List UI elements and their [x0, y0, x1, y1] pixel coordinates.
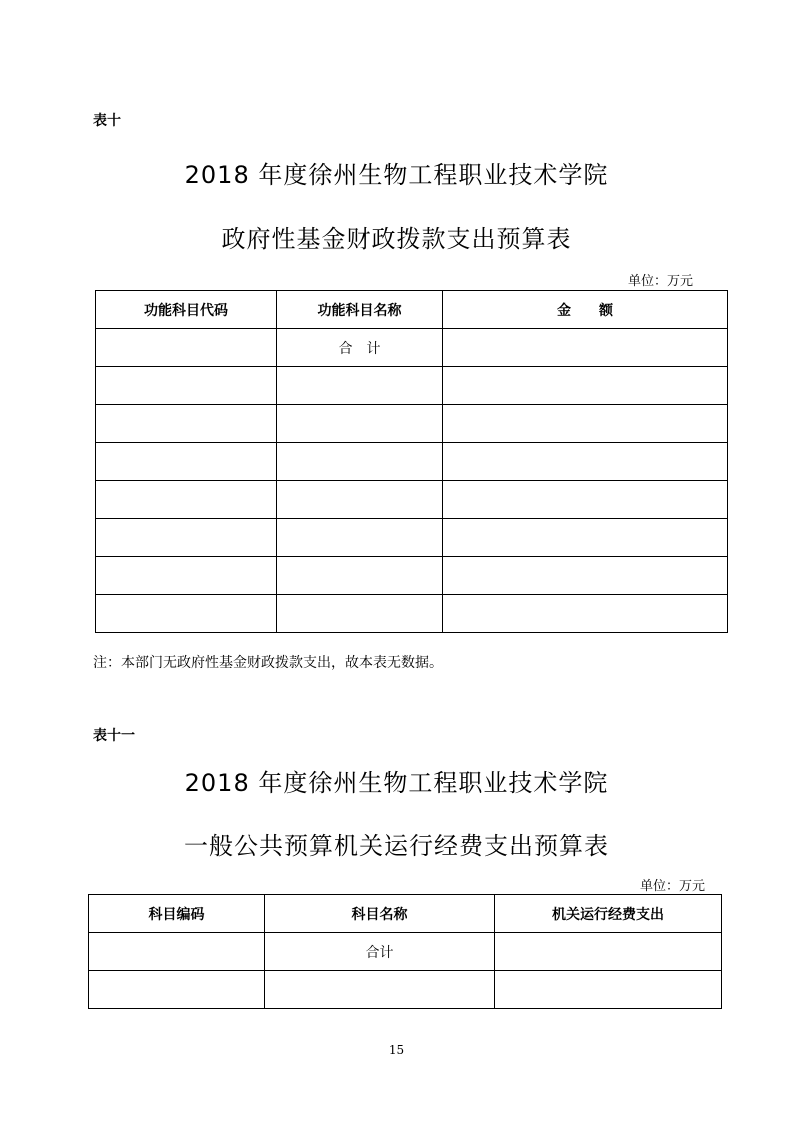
- empty-cell: [443, 595, 728, 633]
- empty-cell: [277, 443, 443, 481]
- empty-cell: [277, 405, 443, 443]
- empty-cell: [96, 557, 277, 595]
- table-row: [89, 971, 722, 1009]
- table-10-note: 注：本部门无政府性基金财政拨款支出，故本表无数据。: [93, 655, 443, 671]
- header-amount: 金 额: [443, 291, 728, 329]
- table-row: [96, 595, 728, 633]
- empty-cell: [443, 481, 728, 519]
- empty-cell: [443, 367, 728, 405]
- table-row: [96, 367, 728, 405]
- table-11-unit: 单位：万元: [640, 879, 706, 894]
- header-operating-expense: 机关运行经费支出: [495, 895, 722, 933]
- table-row: [96, 557, 728, 595]
- table-header-row: [89, 895, 722, 933]
- total-label: 合计: [265, 933, 495, 971]
- total-amount-cell: [495, 933, 722, 971]
- table-row: [96, 443, 728, 481]
- page-number: 15: [388, 1043, 405, 1057]
- table-row: [96, 405, 728, 443]
- total-label: 合 计: [277, 329, 443, 367]
- empty-cell: [277, 519, 443, 557]
- table-10-label: 表十: [93, 113, 121, 129]
- empty-cell: [96, 519, 277, 557]
- empty-cell: [443, 519, 728, 557]
- empty-cell: [443, 443, 728, 481]
- header-function-code: 功能科目代码: [96, 291, 277, 329]
- header-subject-name: 科目名称: [265, 895, 495, 933]
- empty-cell: [96, 367, 277, 405]
- table-10-unit: 单位：万元: [628, 274, 694, 289]
- table-11: [88, 894, 722, 1009]
- empty-cell: [277, 557, 443, 595]
- header-function-name: 功能科目名称: [277, 291, 443, 329]
- empty-cell: [265, 971, 495, 1009]
- table-header-row: [96, 291, 728, 329]
- table-11-title-line2: 一般公共预算机关运行经费支出预算表: [184, 832, 609, 860]
- empty-cell: [96, 595, 277, 633]
- empty-cell: [443, 557, 728, 595]
- table-total-row: [89, 933, 722, 971]
- total-code-cell: [89, 933, 265, 971]
- table-total-row: [96, 329, 728, 367]
- empty-cell: [277, 595, 443, 633]
- table-11-title-line1: 2018 年度徐州生物工程职业技术学院: [184, 769, 609, 797]
- total-amount-cell: [443, 329, 728, 367]
- empty-cell: [495, 971, 722, 1009]
- table-row: [96, 481, 728, 519]
- table-10-title-line2: 政府性基金财政拨款支出预算表: [221, 225, 572, 253]
- empty-cell: [96, 481, 277, 519]
- header-subject-code: 科目编码: [89, 895, 265, 933]
- table-11-label: 表十一: [93, 728, 135, 744]
- table-10: [95, 290, 728, 633]
- empty-cell: [89, 971, 265, 1009]
- table-10-title-line1: 2018 年度徐州生物工程职业技术学院: [184, 161, 609, 189]
- empty-cell: [277, 367, 443, 405]
- empty-cell: [277, 481, 443, 519]
- empty-cell: [96, 443, 277, 481]
- empty-cell: [443, 405, 728, 443]
- table-row: [96, 519, 728, 557]
- empty-cell: [96, 405, 277, 443]
- total-code-cell: [96, 329, 277, 367]
